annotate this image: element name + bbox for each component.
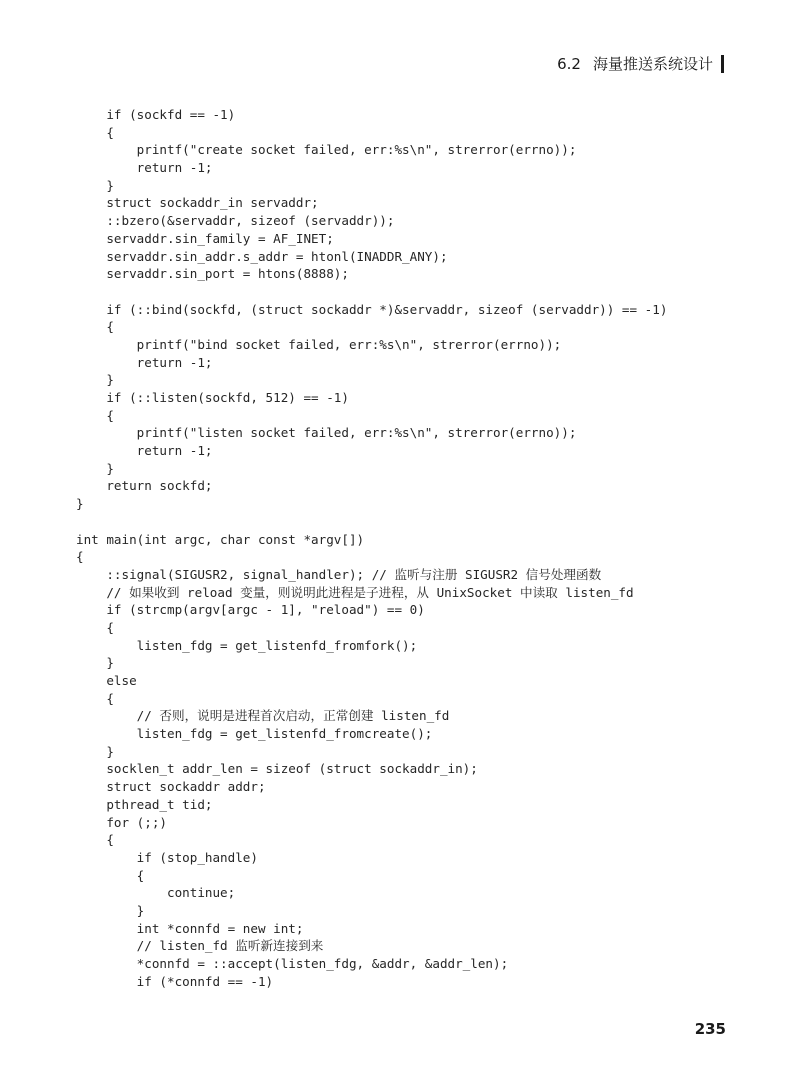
code-line: struct sockaddr addr; xyxy=(76,779,266,795)
code-line: servaddr.sin_port = htons(8888); xyxy=(76,266,349,282)
code-line: // 否则，说明是进程首次启动，正常创建 listen_fd xyxy=(76,708,450,724)
code-line: servaddr.sin_family = AF_INET; xyxy=(76,230,334,246)
code-line: int main(int argc, char const *argv[]) xyxy=(76,531,365,547)
code-line: } xyxy=(76,372,114,388)
code-line: return -1; xyxy=(76,354,213,370)
header-bar xyxy=(721,55,724,73)
code-line: ::signal(SIGUSR2, signal_handler); // 监听与注册 SIGUSR2 信号处理函数 xyxy=(76,566,602,582)
code-line xyxy=(76,513,667,531)
code-line: listen_fdg = get_listenfd_fromfork(); xyxy=(76,637,418,653)
code-line: return -1; xyxy=(76,160,213,176)
code-line: if (sockfd == -1) xyxy=(76,107,236,122)
code-line: { xyxy=(76,832,114,848)
code-line: } xyxy=(76,496,84,512)
code-line: struct sockaddr_in servaddr; xyxy=(76,195,319,211)
code-line: } xyxy=(76,655,114,671)
code-line: if (stop_handle) xyxy=(76,849,258,865)
code-line: ::bzero(&servaddr, sizeof (servaddr)); xyxy=(76,213,395,229)
code-line: for (;;) xyxy=(76,814,167,830)
code-line: { xyxy=(76,619,114,635)
code-line: printf("bind socket failed, err:%s\n", strerror(errno)); xyxy=(76,336,562,352)
chapter-title: 海量推送系统设计 xyxy=(592,55,713,73)
code-line: } xyxy=(76,177,114,193)
page-number: 235 xyxy=(694,1020,726,1038)
code-line: if (::listen(sockfd, 512) == -1) xyxy=(76,390,349,405)
code-line: if (strcmp(argv[argc - 1], "reload") == 0) xyxy=(76,602,425,618)
code-line: { xyxy=(76,867,145,883)
code-line: socklen_t addr_len = sizeof (struct sockaddr_in); xyxy=(76,761,478,777)
code-line: pthread_t tid; xyxy=(76,796,213,812)
code-listing xyxy=(76,106,667,990)
code-line: } xyxy=(76,743,114,759)
code-line: } xyxy=(76,460,114,476)
code-line xyxy=(76,283,667,301)
code-line: // listen_fd 监听新连接到来 xyxy=(76,938,324,954)
code-line: int *connfd = new int; xyxy=(76,920,304,936)
code-line: { xyxy=(76,407,114,423)
code-line: { xyxy=(76,319,114,335)
code-line: { xyxy=(76,690,114,706)
code-line: return -1; xyxy=(76,443,213,459)
code-line: { xyxy=(76,124,114,140)
code-line: listen_fdg = get_listenfd_fromcreate(); xyxy=(76,726,433,742)
running-header xyxy=(557,53,724,74)
code-line: if (*connfd == -1) xyxy=(76,973,274,989)
code-line: continue; xyxy=(76,885,236,901)
code-line: { xyxy=(76,549,84,565)
code-line: } xyxy=(76,902,145,918)
code-line: return sockfd; xyxy=(76,478,213,494)
code-line: else xyxy=(76,673,137,688)
code-line: printf("create socket failed, err:%s\n", strerror(errno)); xyxy=(76,142,577,158)
section-number: 6.2 xyxy=(557,54,581,73)
code-line: // 如果收到 reload 变量，则说明此进程是子进程，从 UnixSocket 中读取 listen_fd xyxy=(76,584,634,600)
code-line: *connfd = ::accept(listen_fdg, &addr, &addr_len); xyxy=(76,956,509,971)
code-line: if (::bind(sockfd, (struct sockaddr *)&servaddr, sizeof (servaddr)) == -1) xyxy=(76,301,668,317)
code-line: servaddr.sin_addr.s_addr = htonl(INADDR_ANY); xyxy=(76,248,448,264)
code-line: printf("listen socket failed, err:%s\n", strerror(errno)); xyxy=(76,425,577,441)
